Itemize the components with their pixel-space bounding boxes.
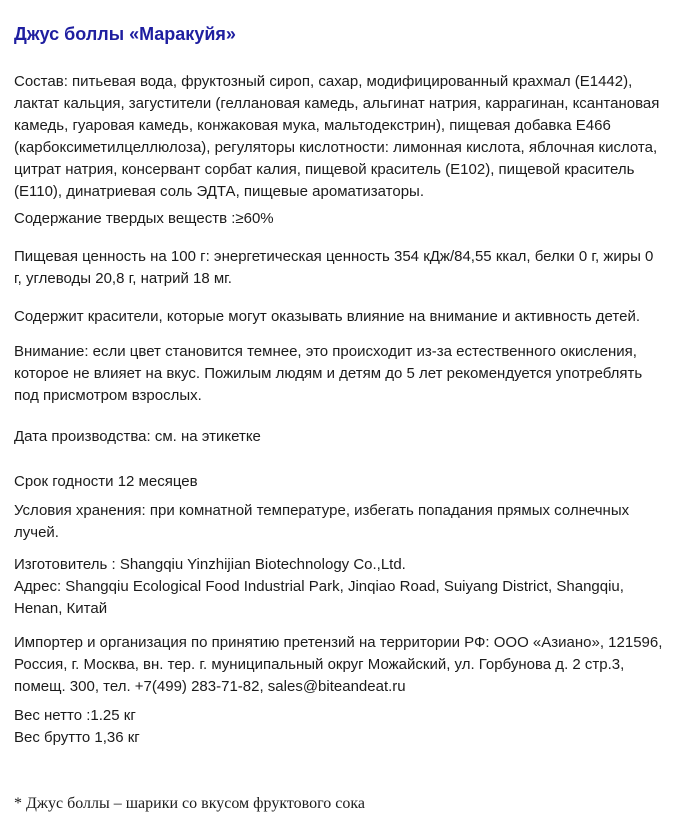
manufacturer-line: Изготовитель : Shangqiu Yinzhijian Biotechnology Co.,Ltd. <box>14 556 406 573</box>
composition-paragraph: Состав: питьевая вода, фруктозный сироп, сахар, модифицированный крахмал (Е1442), лактат кальция, загустители (геллановая камедь, альгинат натрия, каррагинан, ксантановая камедь, гуаровая камедь, конжаковая мука, мальтодекстрин), пищевая добавка Е466 (карбоксиметилцеллюлоза), регуляторы кислотности: лимонная кислота, яблочная кислота, цитрат натрия, консервант сорбат калия, пищевой краситель (Е102), пищевой краситель (Е110), динатриевая соль ЭДТА, пищевые ароматизаторы. <box>14 73 660 200</box>
manufacturer-address-paragraph: Адрес: Shangqiu Ecological Food Industrial Park, Jinqiao Road, Suiyang District, Shangqiu, Henan, Китай <box>14 578 624 617</box>
solids-content-line: Содержание твердых веществ :≥60% <box>14 210 274 227</box>
production-date-line: Дата производства: см. на этикетке <box>14 428 261 445</box>
storage-conditions-line: Условия хранения: при комнатной температуре, избегать попадания прямых солнечных лучей. <box>14 502 630 541</box>
footnote-line: * Джус боллы – шарики со вкусом фруктового сока <box>14 795 366 812</box>
attention-notice-paragraph: Внимание: если цвет становится темнее, это происходит из-за естественного окисления, которое не влияет на вкус. Пожилым людям и детям до 5 лет рекомендуется употреблять под присмотром взрослых. <box>14 343 643 404</box>
importer-paragraph: Импортер и организация по принятию претензий на территории РФ: ООО «Азиано», 121596, Россия, г. Москва, вн. тер. г. муниципальный округ Можайский, ул. Горбунова д. 2 стр.3, помещ. 300, тел. +7(499) 283-71-82, sales@biteandeat.ru <box>14 634 663 695</box>
page-title: Джус боллы «Маракуйя» <box>14 24 236 44</box>
shelf-life-line: Срок годности 12 месяцев <box>14 473 198 490</box>
net-weight-line: Вес нетто :1.25 кг <box>14 707 136 724</box>
nutrition-paragraph: Пищевая ценность на 100 г: энергетическая ценность 354 кДж/84,55 ккал, белки 0 г, жиры 0 г, углеводы 20,8 г, натрий 18 мг. <box>14 248 654 287</box>
gross-weight-line: Вес брутто 1,36 кг <box>14 729 140 746</box>
colorants-notice-line: Содержит красители, которые могут оказывать влияние на внимание и активность детей. <box>14 308 640 325</box>
